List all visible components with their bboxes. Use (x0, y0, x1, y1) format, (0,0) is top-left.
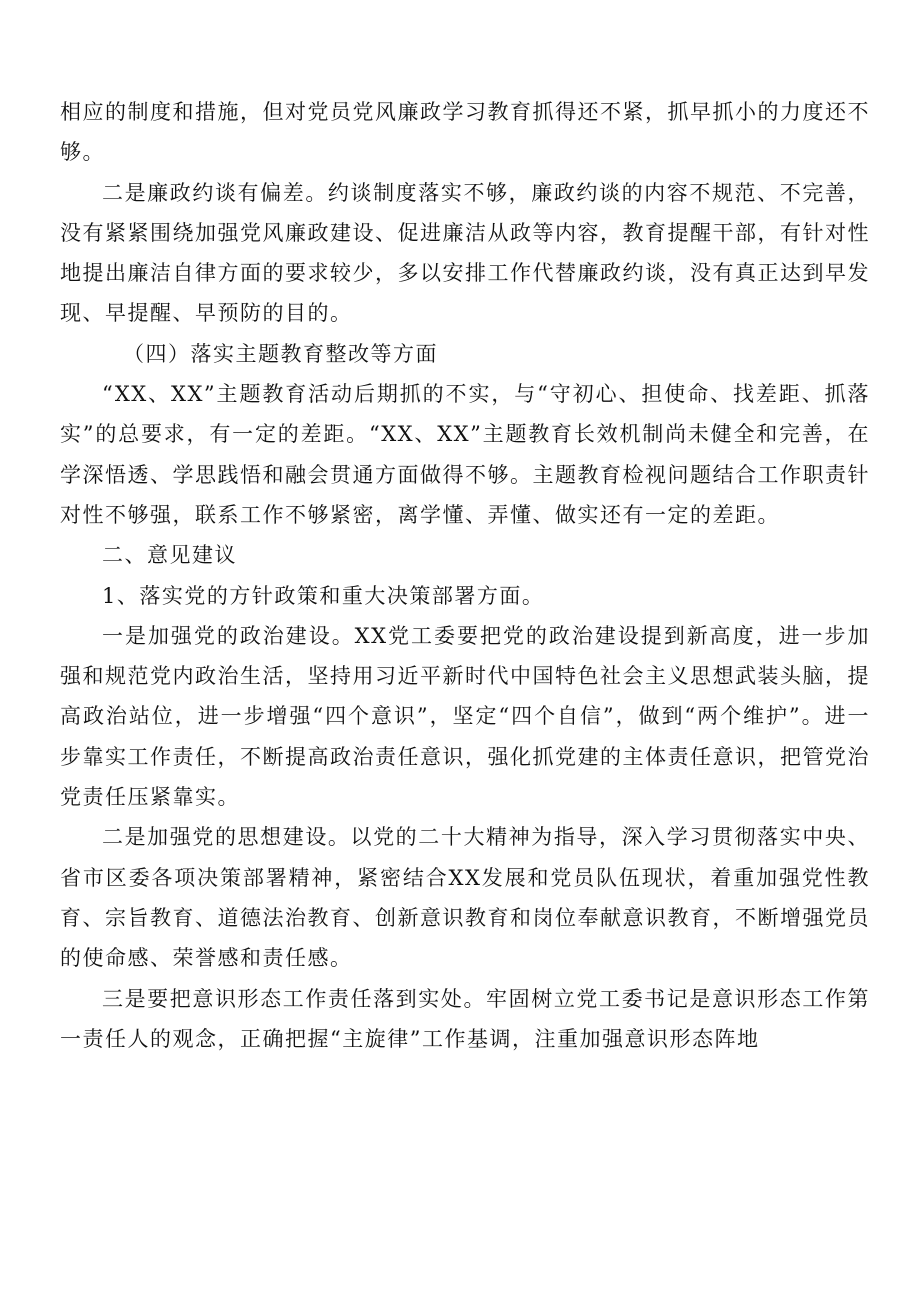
paragraph-yishi-xingtai: 三是要把意识形态工作责任落到实处。牢固树立党工委书记是意识形态工作第一责任人的观念，正确把握“主旋律”工作基调，注重加强意识形态阵地 (60, 986, 870, 1051)
paragraph-zhengzhi-jianshe: 一是加强党的政治建设。XX党工委要把党的政治建设提到新高度，进一步加强和规范党内政治生活，坚持用习近平新时代中国特色社会主义思想武装头脑，提高政治站位，进一步增强“四个意识”，坚定“四个自信”，做到“两个维护”。进一步靠实工作责任，不断提高政治责任意识，强化抓党建的主体责任意识，把管党治党责任压紧靠实。 (60, 623, 870, 810)
section-heading-four: （四）落实主题教育整改等方面 (123, 341, 438, 366)
paragraph-continuation: 相应的制度和措施，但对党员党风廉政学习教育抓得还不紧，抓早抓小的力度还不够。 (60, 100, 870, 165)
paragraph-zhuti-jiaoyu: “XX、XX”主题教育活动后期抓的不实，与“守初心、担使命、找差距、抓落实”的总要求，有一定的差距。“XX、XX”主题教育长效机制尚未健全和完善，在学深悟透、学思践悟和融会贯通方面做得不够。主题教育检视问题结合工作职责针对性不够强，联系工作不够紧密，离学懂、弄懂、做实还有一定的差距。 (60, 382, 870, 527)
section-heading-yijian-jianyi: 二、意见建议 (102, 543, 237, 568)
paragraph-lianzheng-yuetan: 二是廉政约谈有偏差。约谈制度落实不够，廉政约谈的内容不规范、不完善，没有紧紧围绕加强党风廉政建设、促进廉洁从政等内容，教育提醒干部，有针对性地提出廉洁自律方面的要求较少，多以安排工作代替廉政约谈，没有真正达到早发现、早提醒、早预防的目的。 (60, 180, 870, 326)
paragraph-sixiang-jianshe: 二是加强党的思想建设。以党的二十大精神为指导，深入学习贯彻落实中央、省市区委各项决策部署精神，紧密结合XX发展和党员队伍现状，着重加强党性教育、宗旨教育、道德法治教育、创新意识教育和岗位奉献意识教育，不断增强党员的使命感、荣誉感和责任感。 (60, 825, 870, 971)
item-heading-one: 1、落实党的方针政策和重大决策部署方面。 (102, 583, 545, 608)
